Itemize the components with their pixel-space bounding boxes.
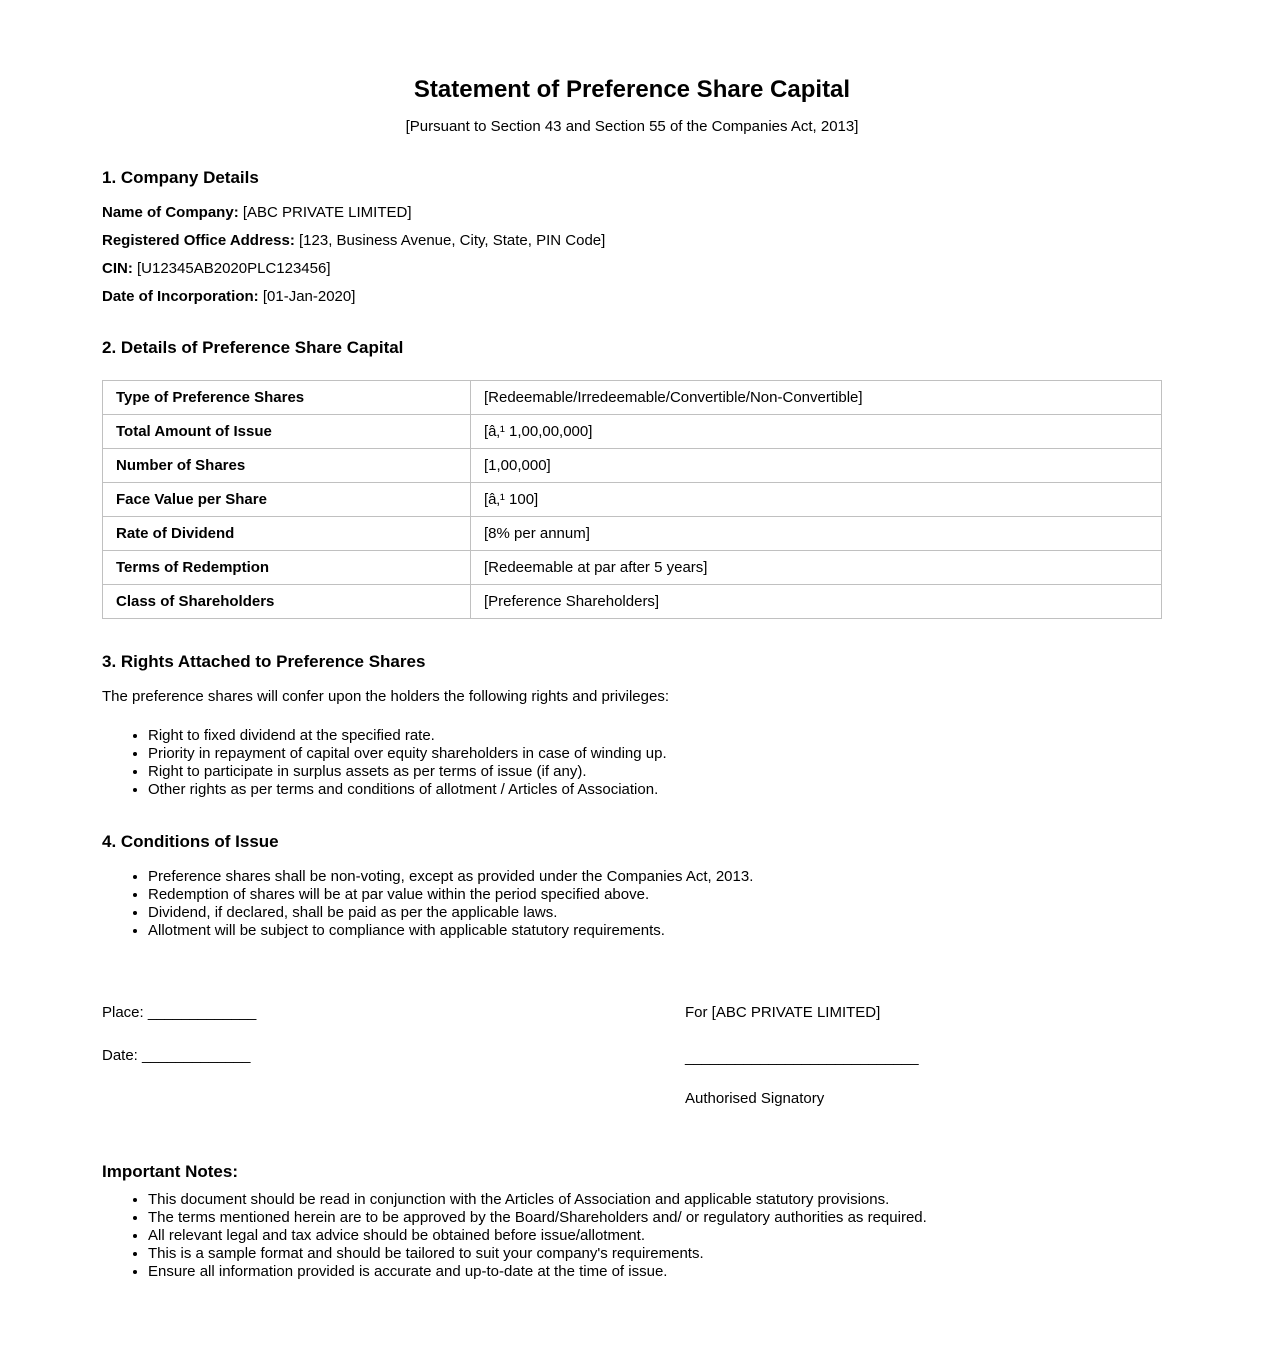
section-heading-conditions: 4. Conditions of Issue [102,832,279,851]
field-cin [102,260,1162,277]
table-cell-value: [Preference Shareholders] [471,585,1162,619]
section-heading-rights: 3. Rights Attached to Preference Shares [102,652,426,671]
signature-blank-line: ____________________________ [685,1049,919,1066]
table-row [103,415,1162,449]
list-item: • Other rights as per terms and conditions of allotment / Articles of Association. [148,781,1162,799]
table-row [103,449,1162,483]
table-cell-value: [Redeemable/Irredeemable/Convertible/Non-Convertible] [471,381,1162,415]
table-cell-value: [8% per annum] [471,517,1162,551]
field-label: Name of Company: [102,204,239,221]
table-cell-label: Number of Shares [103,449,471,483]
section-heading-important-notes: Important Notes: [102,1162,238,1181]
table-cell-value: [Redeemable at par after 5 years] [471,551,1162,585]
table-cell-label: Type of Preference Shares [103,381,471,415]
rights-list [102,727,1162,799]
field-incorporation-date [102,288,1162,305]
list-item: • Right to fixed dividend at the specified rate. [148,727,1162,745]
table-cell-label: Terms of Redemption [103,551,471,585]
table-cell-label: Total Amount of Issue [103,415,471,449]
table-cell-value: [â‚¹ 100] [471,483,1162,517]
list-item: • This document should be read in conjunction with the Articles of Association and applicable statutory provisions. [148,1191,1162,1209]
table-cell-label: Class of Shareholders [103,585,471,619]
field-value: [123, Business Avenue, City, State, PIN Code] [299,232,606,249]
table-row [103,381,1162,415]
date-label: Date: [102,1047,138,1064]
list-item: • Dividend, if declared, shall be paid as per the applicable laws. [148,904,1162,922]
section-heading-company-details: 1. Company Details [102,168,259,187]
conditions-list [102,868,1162,940]
list-item: • Ensure all information provided is accurate and up-to-date at the time of issue. [148,1263,1162,1281]
table-cell-value: [1,00,000] [471,449,1162,483]
list-item: • Priority in repayment of capital over equity shareholders in case of winding up. [148,745,1162,763]
field-value: [01-Jan-2020] [262,288,356,305]
list-item: • Allotment will be subject to compliance with applicable statutory requirements. [148,922,1162,940]
field-value: [U12345AB2020PLC123456] [137,260,331,277]
table-cell-label: Rate of Dividend [103,517,471,551]
page-title: Statement of Preference Share Capital [413,76,851,103]
important-notes-list [102,1191,1162,1281]
list-item: • The terms mentioned herein are to be approved by the Board/Shareholders and/ or regulatory authorities as required. [148,1209,1162,1227]
rights-intro: The preference shares will confer upon the holders the following rights and privileges: [102,688,669,705]
page-subtitle: [Pursuant to Section 43 and Section 55 of the Companies Act, 2013] [405,118,859,135]
field-company-name [102,204,1162,221]
place-line [102,1004,685,1021]
table-row [103,517,1162,551]
list-item: • Preference shares shall be non-voting, except as provided under the Companies Act, 2013. [148,868,1162,886]
table-cell-value: [â‚¹ 1,00,00,000] [471,415,1162,449]
place-label: Place: [102,1004,144,1021]
field-value: [ABC PRIVATE LIMITED] [242,204,412,221]
list-item: • Redemption of shares will be at par value within the period specified above. [148,886,1162,904]
date-blank-line: _____________ [142,1047,251,1064]
list-item: • All relevant legal and tax advice should be obtained before issue/allotment. [148,1227,1162,1245]
share-capital-table [102,380,1162,619]
signature-block [102,1004,1162,1107]
section-heading-share-capital: 2. Details of Preference Share Capital [102,338,404,357]
field-label: Date of Incorporation: [102,288,259,305]
signature-place-date [102,1004,685,1107]
list-item: • This is a sample format and should be tailored to suit your company's requirements. [148,1245,1162,1263]
table-row [103,585,1162,619]
table-cell-label: Face Value per Share [103,483,471,517]
field-registered-office [102,232,1162,249]
table-row [103,483,1162,517]
date-line [102,1047,685,1064]
field-label: CIN: [102,260,133,277]
authorised-signatory-label: Authorised Signatory [685,1090,825,1107]
signature-company [685,1004,1162,1107]
for-company-label: For [ABC PRIVATE LIMITED] [685,1004,881,1021]
field-label: Registered Office Address: [102,232,295,249]
place-blank-line: _____________ [147,1004,257,1021]
table-row [103,551,1162,585]
list-item: • Right to participate in surplus assets as per terms of issue (if any). [148,763,1162,781]
